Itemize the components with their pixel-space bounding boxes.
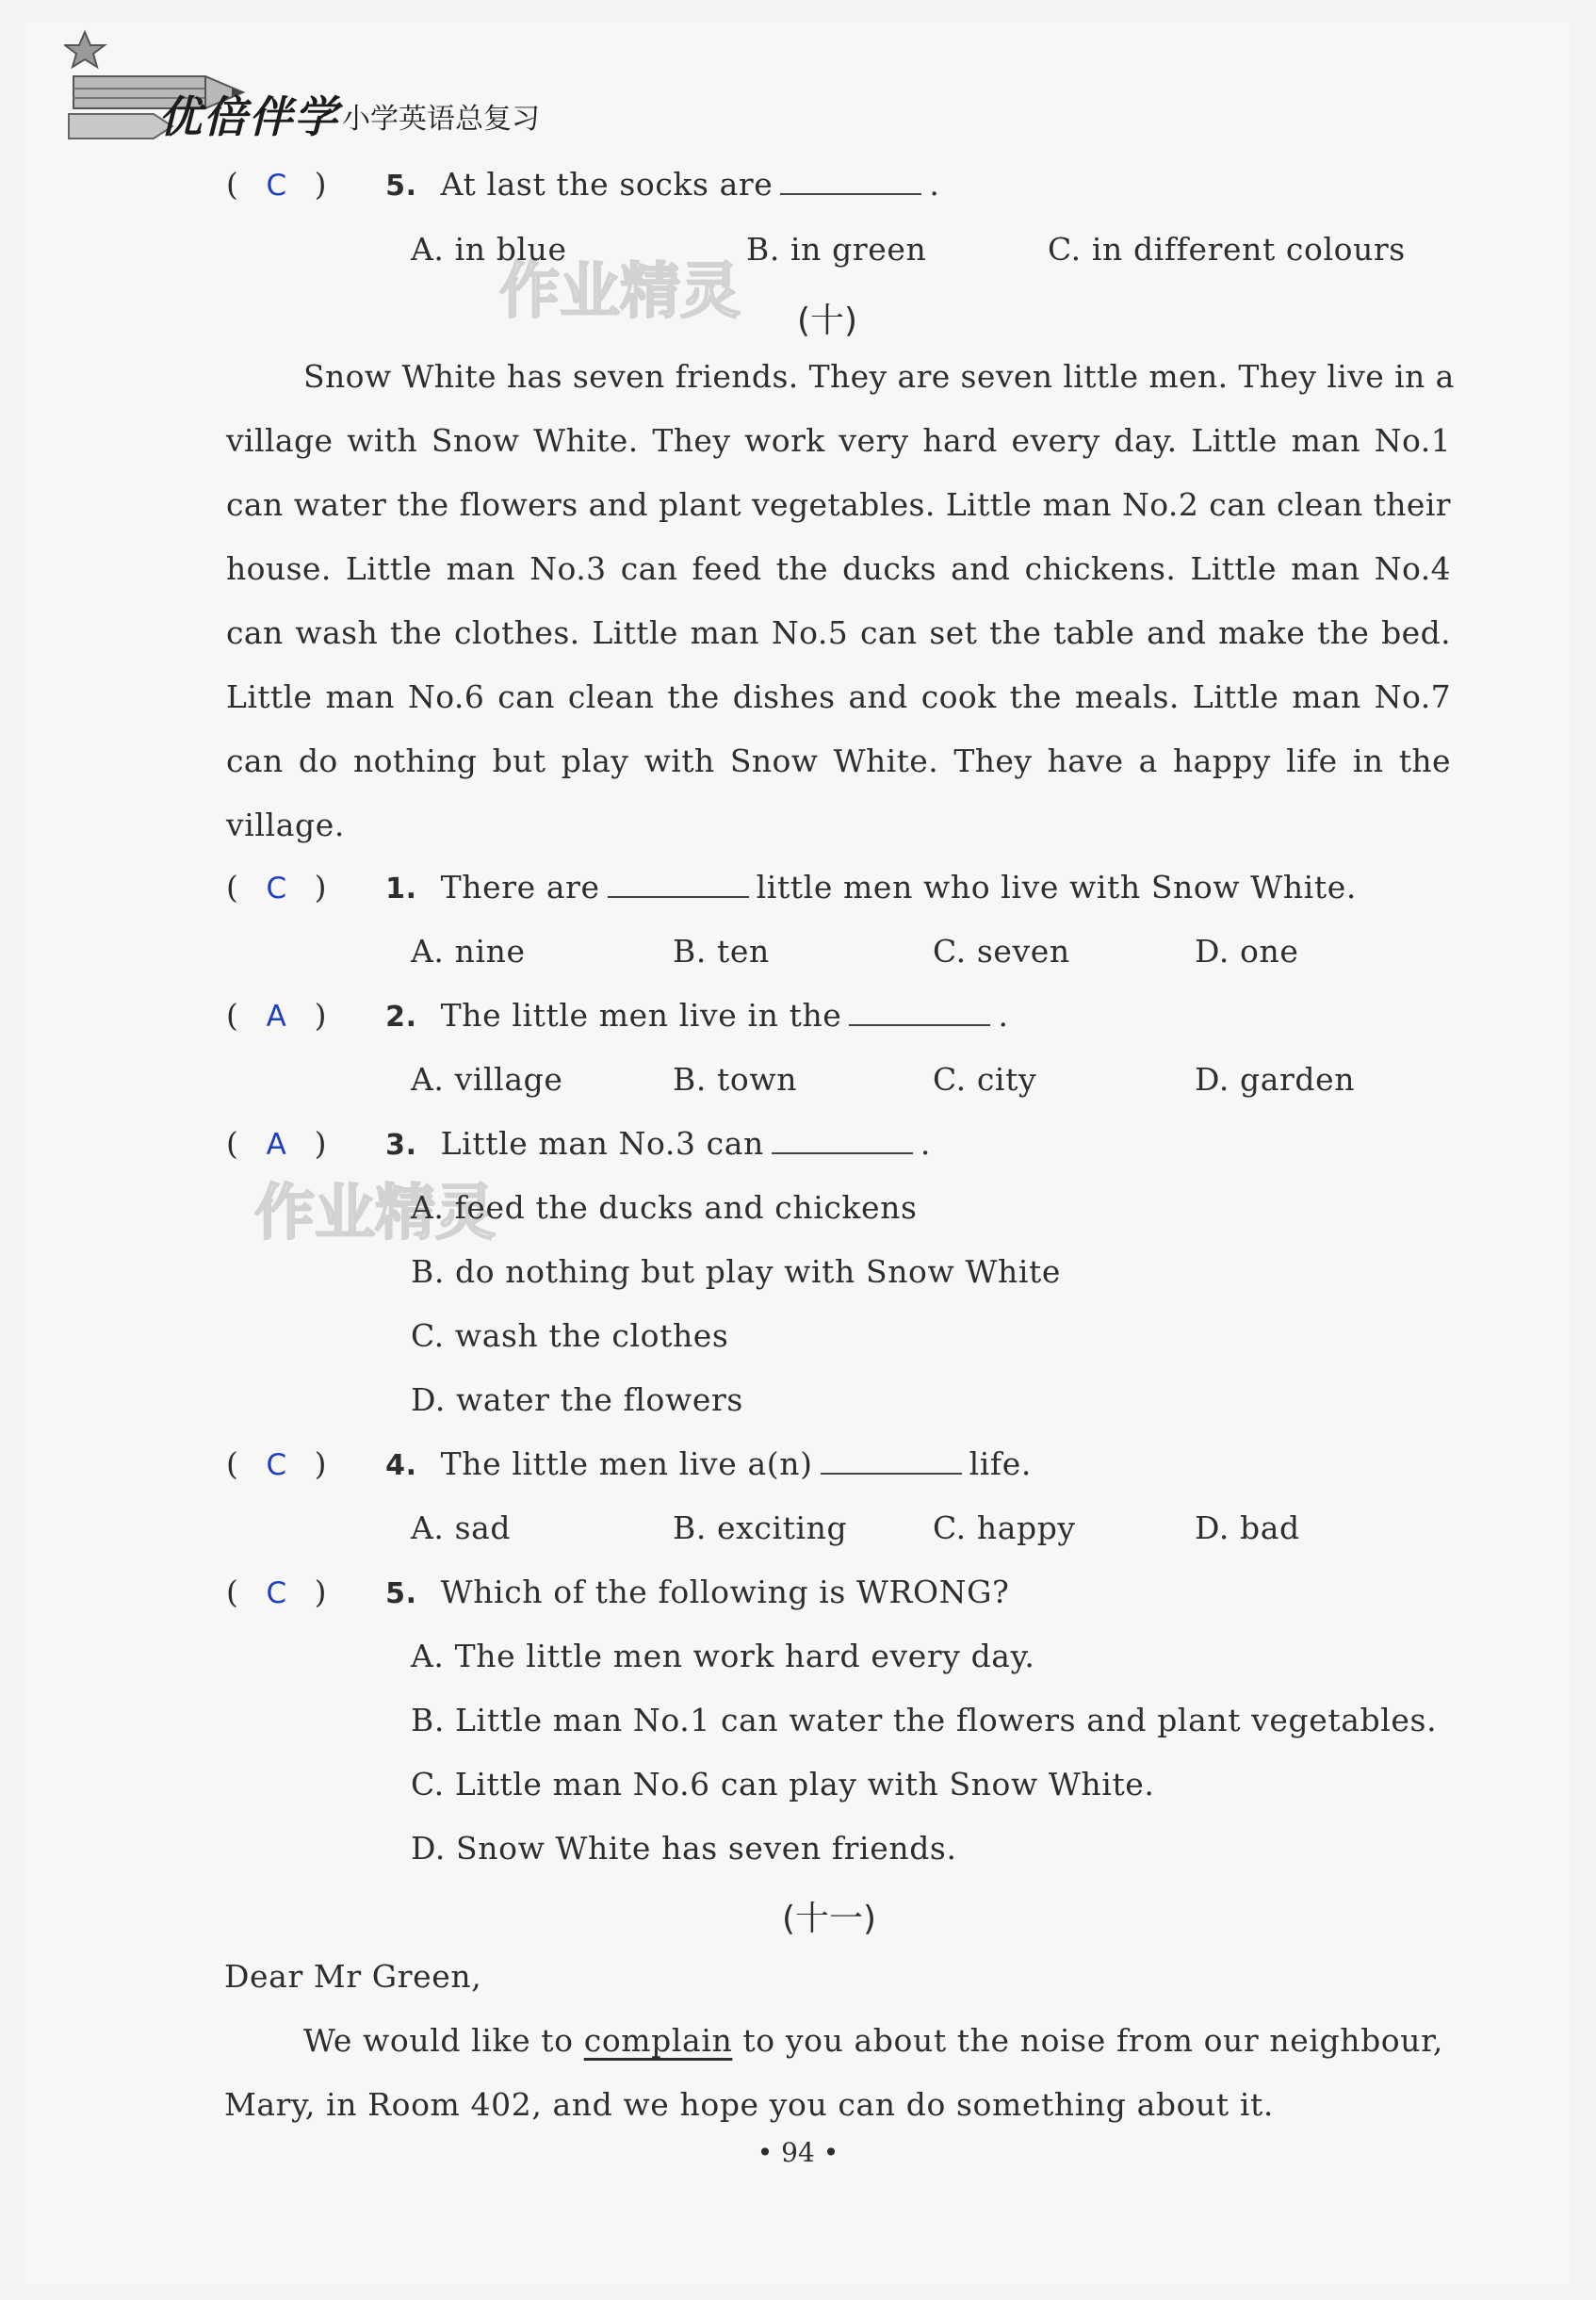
question-text-end: life. (969, 1445, 1032, 1482)
question-text-end: little men who live with Snow White. (756, 869, 1357, 905)
letter-line: Mary, in Room 402, and we hope you can do something about it. (224, 2086, 1274, 2123)
option: C. wash the clothes (411, 1317, 729, 1354)
question-row (226, 1125, 931, 1162)
question-text: There are (440, 869, 600, 905)
question-number: 5. (385, 170, 417, 203)
option: B. exciting (673, 1509, 848, 1546)
option: D. water the flowers (411, 1381, 743, 1418)
option: C. happy (933, 1509, 1076, 1546)
passage-line: village with Snow White. They work very hard every day. Little man No.1 (226, 422, 1451, 459)
passage-line: house. Little man No.3 can feed the ducks and chickens. Little man No.4 (226, 550, 1451, 587)
answer-bracket: ( C ) (226, 166, 328, 203)
option: A. feed the ducks and chickens (411, 1189, 918, 1226)
option: B. ten (673, 933, 770, 970)
passage-line: Snow White has seven friends. They are seven little men. They live in a (303, 358, 1455, 395)
question-text-end: . (929, 166, 940, 203)
option: A. The little men work hard every day. (411, 1638, 1035, 1674)
question-number: 4. (385, 1449, 417, 1482)
letter-line (303, 2022, 1443, 2059)
section-heading: (十) (797, 302, 858, 340)
question-number: 3. (385, 1129, 417, 1162)
question-number: 1. (385, 873, 417, 905)
question-text: At last the socks are (440, 166, 774, 203)
question-text-end: . (998, 997, 1009, 1034)
question-number: 5. (385, 1577, 417, 1610)
answer-blank (780, 188, 921, 195)
option: A. village (411, 1061, 563, 1098)
answer-blank (608, 890, 749, 898)
watermark: 作业精灵 (254, 1179, 496, 1248)
answer-letter: C (266, 169, 287, 203)
question-row (226, 997, 1009, 1034)
option: B. Little man No.1 can water the flowers and plant vegetables. (411, 1702, 1438, 1738)
passage-line: can water the flowers and plant vegetables. Little man No.2 can clean their (226, 486, 1451, 523)
passage-line: can wash the clothes. Little man No.5 can set the table and make the bed. (226, 614, 1451, 651)
passage-line: Little man No.6 can clean the dishes and cook the meals. Little man No.7 (226, 678, 1451, 715)
answer-bracket: ( C ) (226, 869, 328, 905)
option: A. nine (411, 933, 526, 970)
option: C. city (933, 1061, 1037, 1098)
answer-bracket: ( A ) (226, 1125, 328, 1162)
option: D. Snow White has seven friends. (411, 1830, 957, 1867)
answer-blank (772, 1147, 913, 1154)
passage-line: village. (226, 807, 345, 843)
brand-title: 优倍伴学 (158, 91, 339, 142)
page-header (64, 24, 724, 142)
question-row (226, 1574, 1009, 1610)
question-number: 2. (385, 1001, 417, 1034)
option: B. in green (746, 231, 927, 268)
option: B. town (673, 1061, 798, 1098)
option: D. one (1195, 933, 1299, 970)
question-text: The little men live in the (440, 997, 842, 1034)
watermark: 作业精灵 (499, 257, 741, 327)
answer-letter: C (266, 1576, 287, 1610)
option: C. in different colours (1048, 231, 1406, 268)
page-number: • 94 • (757, 2137, 839, 2168)
question-row (226, 1445, 1032, 1482)
answer-bracket: ( C ) (226, 1574, 328, 1610)
option: B. do nothing but play with Snow White (411, 1253, 1061, 1290)
answer-letter: C (266, 872, 287, 905)
question-row (226, 869, 1357, 905)
option: A. sad (411, 1509, 512, 1546)
section-heading: (十一) (782, 1900, 877, 1938)
answer-letter: A (266, 1128, 287, 1162)
answer-blank (849, 1019, 990, 1026)
option: D. bad (1195, 1509, 1300, 1546)
option: C. Little man No.6 can play with Snow White. (411, 1766, 1155, 1802)
letter-text: to you about the noise from our neighbour, (732, 2022, 1443, 2059)
answer-bracket: ( C ) (226, 1445, 328, 1482)
option: D. garden (1195, 1061, 1356, 1098)
answer-blank (821, 1467, 962, 1475)
option: C. seven (933, 933, 1070, 970)
answer-bracket: ( A ) (226, 997, 328, 1034)
option: A. in blue (411, 231, 567, 268)
question-text: Which of the following is WRONG? (440, 1574, 1010, 1610)
answer-letter: C (266, 1448, 287, 1482)
book-subtitle: 小学英语总复习 (342, 103, 540, 136)
question-text: The little men live a(n) (440, 1445, 813, 1482)
answer-letter: A (266, 1000, 287, 1034)
underlined-word: complain (583, 2022, 733, 2059)
letter-salutation: Dear Mr Green, (224, 1958, 482, 1995)
question-row (226, 166, 940, 203)
letter-text: We would like to (303, 2022, 584, 2059)
question-text-end: . (920, 1125, 931, 1162)
question-text: Little man No.3 can (440, 1125, 764, 1162)
passage-line: can do nothing but play with Snow White. They have a happy life in the (226, 742, 1451, 779)
